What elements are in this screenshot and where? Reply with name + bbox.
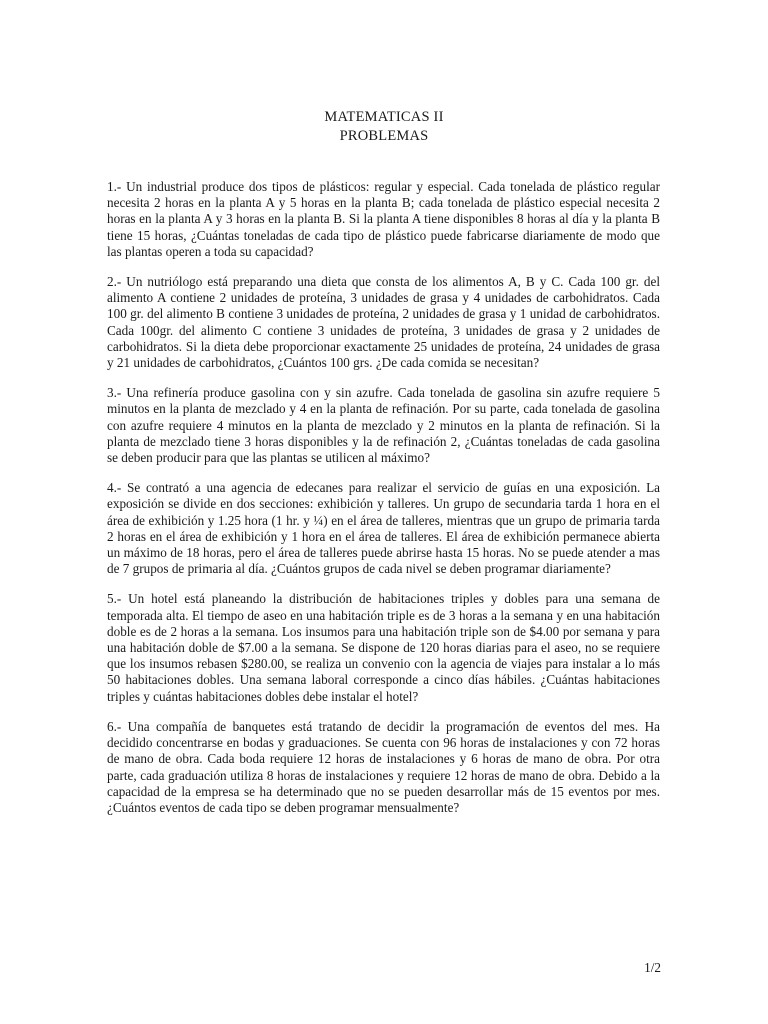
problem-6: 6.- Una compañía de banquetes está tratando de decidir la programación de eventos del mes. Ha decidido concentrarse en bodas y graduaciones. Se cuenta con 96 horas de instalaciones y con 72 horas de mano de obra. Cada boda requiere 12 horas de instalaciones y 6 horas de mano de obra. Por otra parte, cada graduación utiliza 8 horas de instalaciones y requiere 12 horas de mano de obra. Debido a la capacidad de la empresa se ha determinado que no se pueden desarrollar más de 15 eventos por mes. ¿Cuántos eventos de cada tipo se deben programar mensualmente? — [107, 718, 660, 815]
problem-3: 3.- Una refinería produce gasolina con y sin azufre. Cada tonelada de gasolina sin azufre requiere 5 minutos en la planta de mezclado y 4 en la planta de refinación. Por su parte, cada tonelada de gasolina con azufre requiere 4 minutos en la planta de mezclado y 2 minutos en la planta de refinación. Si la planta de mezclado tiene 3 horas disponibles y la de refinación 2, ¿Cuántas toneladas de cada gasolina se deben producir para que las plantas se utilicen al máximo? — [107, 385, 660, 466]
document-subtitle: PROBLEMAS — [339, 128, 429, 144]
document-title: MATEMATICAS II — [324, 109, 444, 125]
problem-5: 5.- Un hotel está planeando la distribución de habitaciones triples y dobles para una semana de temporada alta. El tiempo de aseo en una habitación triple es de 3 horas a la semana y en una habitación doble es de 2 horas a la semana. Los insumos para una habitación triple son de $4.00 por semana y para una habitación doble de $7.00 a la semana. Se dispone de 120 horas diarias para el aseo, no se requiere que los insumos rebasen $280.00, se realiza un convenio con la agencia de viajes para instalar a lo más 50 habitaciones dobles. Una semana laboral corresponde a cinco días hábiles. ¿Cuántas habitaciones triples y cuántas habitaciones dobles debe instalar el hotel? — [107, 591, 660, 704]
problem-1: 1.- Un industrial produce dos tipos de plásticos: regular y especial. Cada tonelada de plástico regular necesita 2 horas en la planta A y 5 horas en la planta B; cada tonelada de plástico especial necesita 2 horas en la planta A y 3 horas en la planta B. Si la planta A tiene disponibles 8 horas al día y la planta B tiene 15 horas, ¿Cuántas toneladas de cada tipo de plástico puede fabricarse diariamente de modo que las plantas operen a toda su capacidad? — [107, 179, 660, 259]
problem-4: 4.- Se contrató a una agencia de edecanes para realizar el servicio de guías en una exposición. La exposición se divide en dos secciones: exhibición y talleres. Un grupo de secundaria tarda 1 hora en el área de exhibición y 1.25 hora (1 hr. y ¼) en el área de talleres, mientras que un grupo de primaria tarda 2 horas en el área de exhibición y 1 hora en el área de talleres. El área de exhibición permanece abierta un máximo de 18 horas, pero el área de talleres puede abrirse hasta 15 horas. No se puede atender a mas de 7 grupos de primaria al día. ¿Cuántos grupos de cada nivel se deben programar diariamente? — [107, 480, 660, 577]
problem-2: 2.- Un nutriólogo está preparando una dieta que consta de los alimentos A, B y C. Cada 100 gr. del alimento A contiene 2 unidades de proteína, 3 unidades de grasa y 4 unidades de carbohidratos. Cada 100 gr. del alimento B contiene 3 unidades de proteína, 2 unidades de grasa y 1 unidad de carbohidratos. Cada 100gr. del alimento C contiene 3 unidades de proteína, 3 unidades de grasa y 2 unidades de carbohidratos. Si la dieta debe proporcionar exactamente 25 unidades de proteína, 24 unidades de grasa y 21 unidades de carbohidratos, ¿Cuántos 100 grs. ¿De cada comida se necesitan? — [107, 274, 660, 371]
title-block — [0, 108, 768, 146]
page-number: 1/2 — [644, 960, 661, 975]
problem-list — [107, 179, 660, 830]
